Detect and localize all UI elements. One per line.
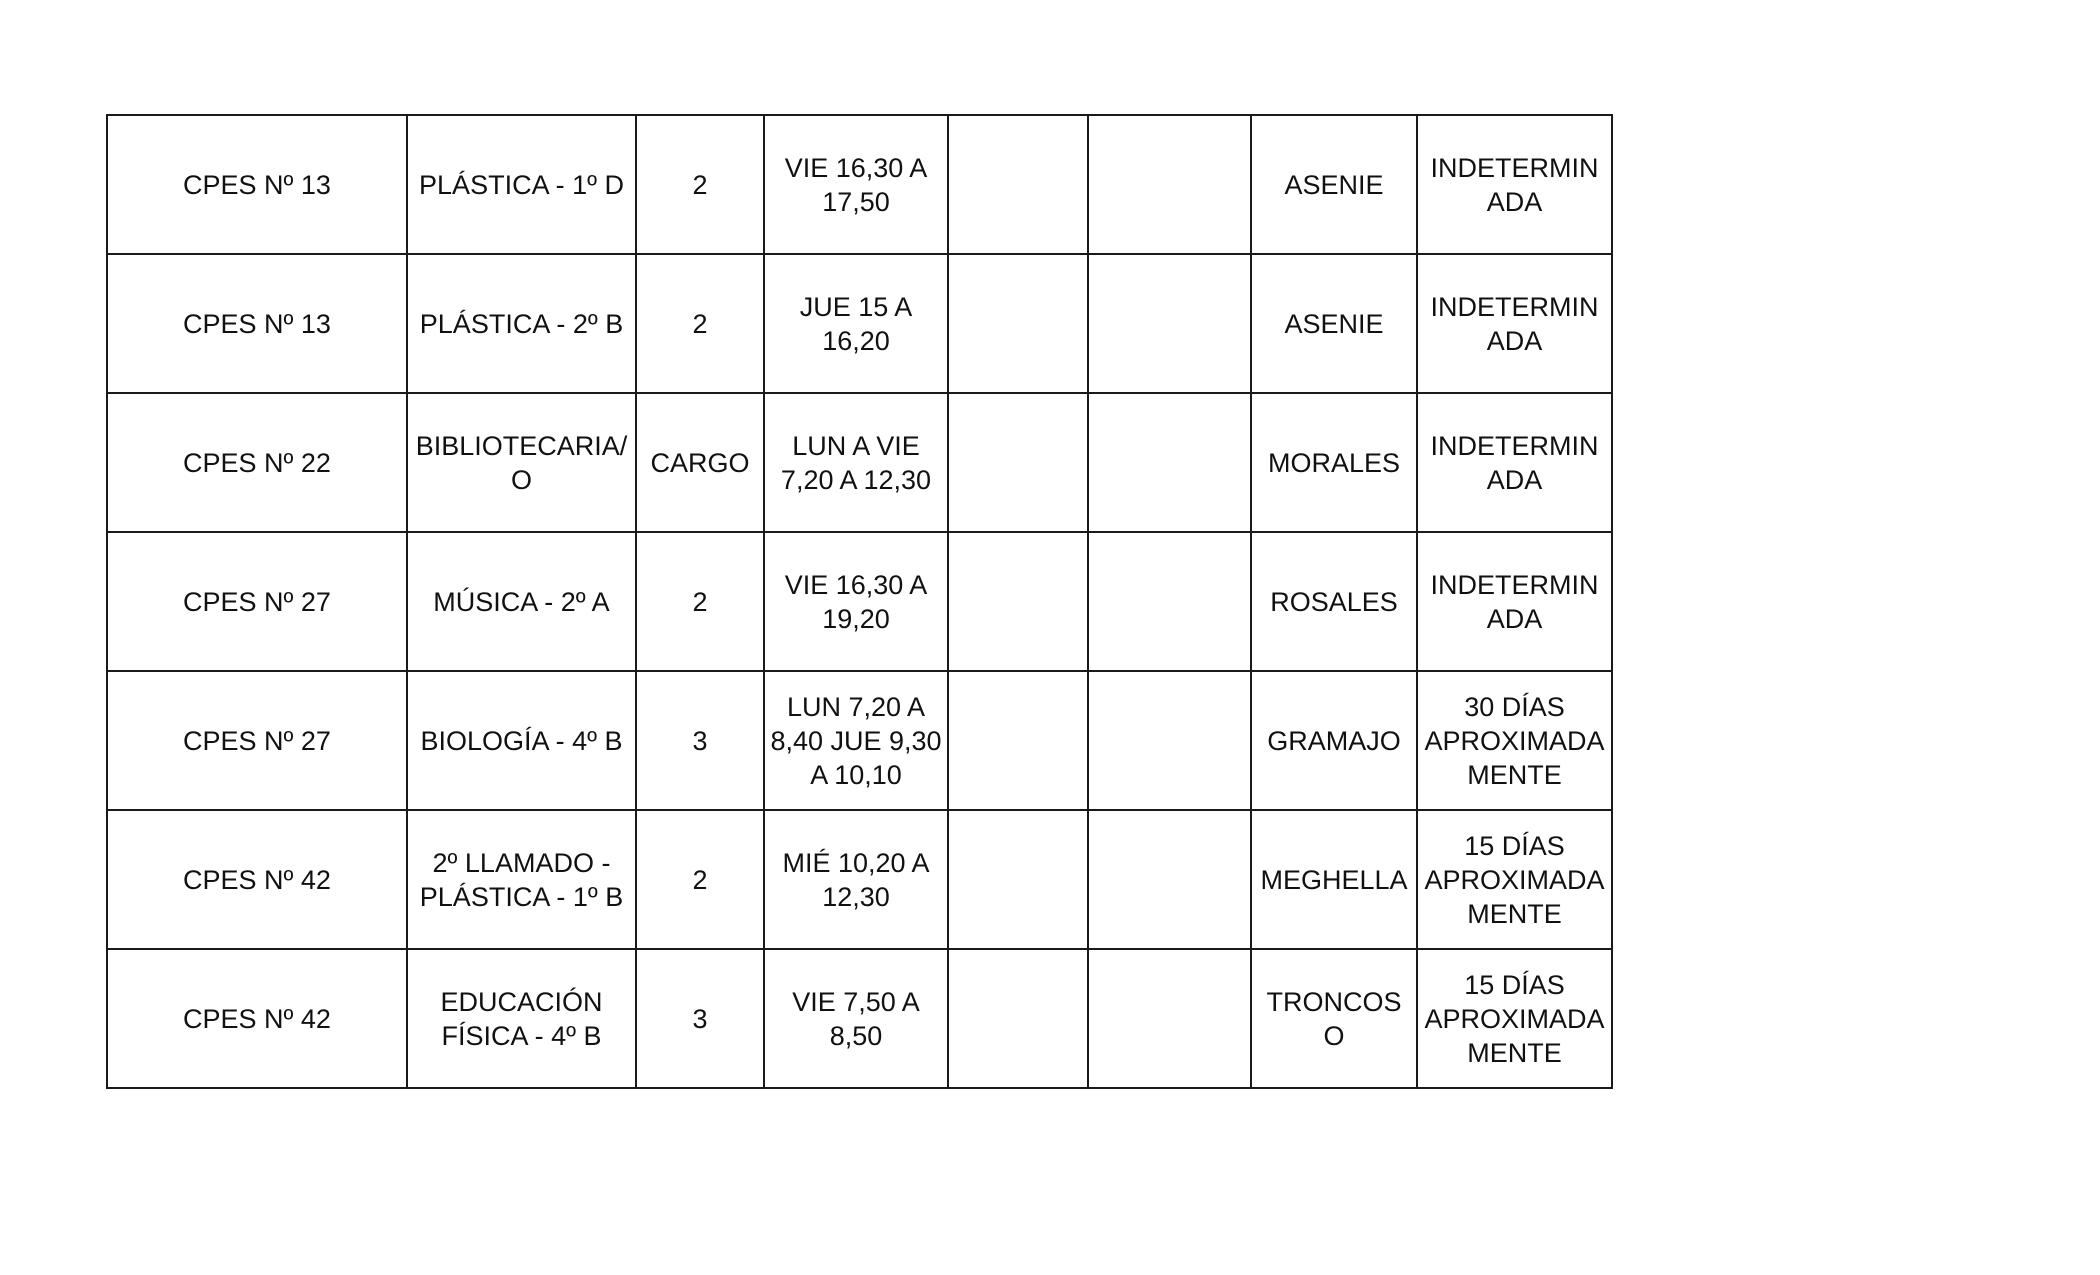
duration-cell-line: 30 DÍAS — [1464, 691, 1565, 722]
schedule-cell-line: LUN 7,20 A — [786, 691, 926, 722]
duration-cell-line: ADA — [1486, 464, 1543, 495]
duration-cell-line: MENTE — [1467, 759, 1562, 790]
schedule-cell-line: 7,20 A 12,30 — [780, 464, 932, 495]
duration-cell-line: APROXIMADA — [1424, 1003, 1605, 1034]
school-cell: CPES Nº 42 — [107, 810, 407, 949]
duration-cell-line: MENTE — [1467, 1037, 1562, 1068]
subject-cell — [407, 810, 636, 949]
empty-cell — [948, 532, 1088, 671]
schedule-cell-line: LUN A VIE — [792, 430, 920, 461]
empty-cell — [948, 115, 1088, 254]
empty-cell — [1088, 115, 1251, 254]
schedule-cell-line: 16,20 — [822, 325, 890, 356]
schedule-cell-line: VIE 16,30 A — [784, 152, 928, 183]
hours-cell: 3 — [636, 671, 764, 810]
subject-cell-line: PLÁSTICA - 1º B — [419, 881, 624, 912]
hours-cell: 2 — [636, 810, 764, 949]
teacher-cell — [1251, 671, 1417, 810]
schedule-cell-line: JUE 15 A — [799, 291, 913, 322]
school-cell: CPES Nº 27 — [107, 671, 407, 810]
hours-cell: CARGO — [636, 393, 764, 532]
duration-cell-line: INDETERMIN — [1430, 291, 1599, 322]
teacher-cell-line: O — [1323, 1020, 1345, 1051]
duration-cell — [1417, 254, 1612, 393]
subject-cell-line: PLÁSTICA - 1º D — [419, 169, 624, 200]
teacher-cell-line: MEGHELLA — [1260, 864, 1408, 895]
table-row — [107, 115, 1612, 254]
subject-cell — [407, 949, 636, 1088]
subject-cell — [407, 671, 636, 810]
hours-cell: 2 — [636, 532, 764, 671]
teacher-cell — [1251, 949, 1417, 1088]
teacher-cell — [1251, 393, 1417, 532]
school-cell: CPES Nº 42 — [107, 949, 407, 1088]
duration-cell-line: ADA — [1486, 186, 1543, 217]
school-cell: CPES Nº 13 — [107, 254, 407, 393]
schedule-cell-line: 17,50 — [822, 186, 890, 217]
teacher-cell — [1251, 115, 1417, 254]
table-row — [107, 393, 1612, 532]
teacher-cell-line: MORALES — [1267, 447, 1401, 478]
empty-cell — [948, 254, 1088, 393]
table-body — [107, 115, 1612, 1088]
duration-cell-line: APROXIMADA — [1424, 864, 1605, 895]
duration-cell — [1417, 393, 1612, 532]
schedule-cell-line: 8,50 — [829, 1020, 883, 1051]
schedule-cell-line: 19,20 — [822, 603, 890, 634]
duration-cell-line: INDETERMIN — [1430, 569, 1599, 600]
vacancy-table — [106, 114, 1613, 1089]
subject-cell — [407, 393, 636, 532]
subject-cell-line: BIOLOGÍA - 4º B — [420, 725, 623, 756]
schedule-cell-line: VIE 16,30 A — [784, 569, 928, 600]
duration-cell-line: ADA — [1486, 603, 1543, 634]
duration-cell-line: 15 DÍAS — [1464, 969, 1565, 1000]
schedule-cell-line: 8,40 JUE 9,30 — [770, 725, 942, 756]
table-row — [107, 532, 1612, 671]
duration-cell-line: MENTE — [1467, 898, 1562, 929]
duration-cell-line: ADA — [1486, 325, 1543, 356]
teacher-cell-line: ROSALES — [1270, 586, 1398, 617]
table-row — [107, 254, 1612, 393]
teacher-cell — [1251, 532, 1417, 671]
subject-cell-line: MÚSICA - 2º A — [433, 586, 610, 617]
empty-cell — [948, 393, 1088, 532]
table-row — [107, 810, 1612, 949]
teacher-cell — [1251, 810, 1417, 949]
schedule-cell — [764, 671, 948, 810]
subject-cell — [407, 532, 636, 671]
subject-cell-line: 2º LLAMADO - — [432, 847, 611, 878]
hours-cell: 2 — [636, 254, 764, 393]
schedule-cell-line: VIE 7,50 A — [792, 986, 920, 1017]
empty-cell — [1088, 393, 1251, 532]
teacher-cell-line: GRAMAJO — [1267, 725, 1401, 756]
subject-cell-line: O — [510, 464, 532, 495]
duration-cell — [1417, 115, 1612, 254]
empty-cell — [948, 810, 1088, 949]
empty-cell — [948, 949, 1088, 1088]
school-cell: CPES Nº 13 — [107, 115, 407, 254]
schedule-cell — [764, 115, 948, 254]
table-row — [107, 671, 1612, 810]
empty-cell — [1088, 532, 1251, 671]
schedule-cell — [764, 532, 948, 671]
school-cell: CPES Nº 22 — [107, 393, 407, 532]
subject-cell-line: PLÁSTICA - 2º B — [419, 308, 624, 339]
schedule-cell — [764, 393, 948, 532]
duration-cell — [1417, 671, 1612, 810]
duration-cell-line: APROXIMADA — [1424, 725, 1605, 756]
table-row — [107, 949, 1612, 1088]
duration-cell — [1417, 949, 1612, 1088]
schedule-cell-line: MIÉ 10,20 A — [782, 847, 930, 878]
duration-cell — [1417, 810, 1612, 949]
teacher-cell-line: TRONCOS — [1266, 986, 1402, 1017]
teacher-cell-line: ASENIE — [1284, 169, 1384, 200]
schedule-cell — [764, 949, 948, 1088]
subject-cell-line: FÍSICA - 4º B — [441, 1020, 602, 1051]
duration-cell-line: INDETERMIN — [1430, 152, 1599, 183]
empty-cell — [1088, 254, 1251, 393]
empty-cell — [948, 671, 1088, 810]
empty-cell — [1088, 949, 1251, 1088]
subject-cell — [407, 115, 636, 254]
subject-cell-line: EDUCACIÓN — [440, 986, 603, 1017]
school-cell: CPES Nº 27 — [107, 532, 407, 671]
empty-cell — [1088, 810, 1251, 949]
schedule-cell-line: 12,30 — [822, 881, 890, 912]
duration-cell-line: INDETERMIN — [1430, 430, 1599, 461]
teacher-cell — [1251, 254, 1417, 393]
empty-cell — [1088, 671, 1251, 810]
duration-cell-line: 15 DÍAS — [1464, 830, 1565, 861]
schedule-cell — [764, 254, 948, 393]
subject-cell — [407, 254, 636, 393]
hours-cell: 2 — [636, 115, 764, 254]
hours-cell: 3 — [636, 949, 764, 1088]
duration-cell — [1417, 532, 1612, 671]
teacher-cell-line: ASENIE — [1284, 308, 1384, 339]
schedule-cell-line: A 10,10 — [810, 759, 902, 790]
subject-cell-line: BIBLIOTECARIA/ — [415, 430, 628, 461]
schedule-cell — [764, 810, 948, 949]
